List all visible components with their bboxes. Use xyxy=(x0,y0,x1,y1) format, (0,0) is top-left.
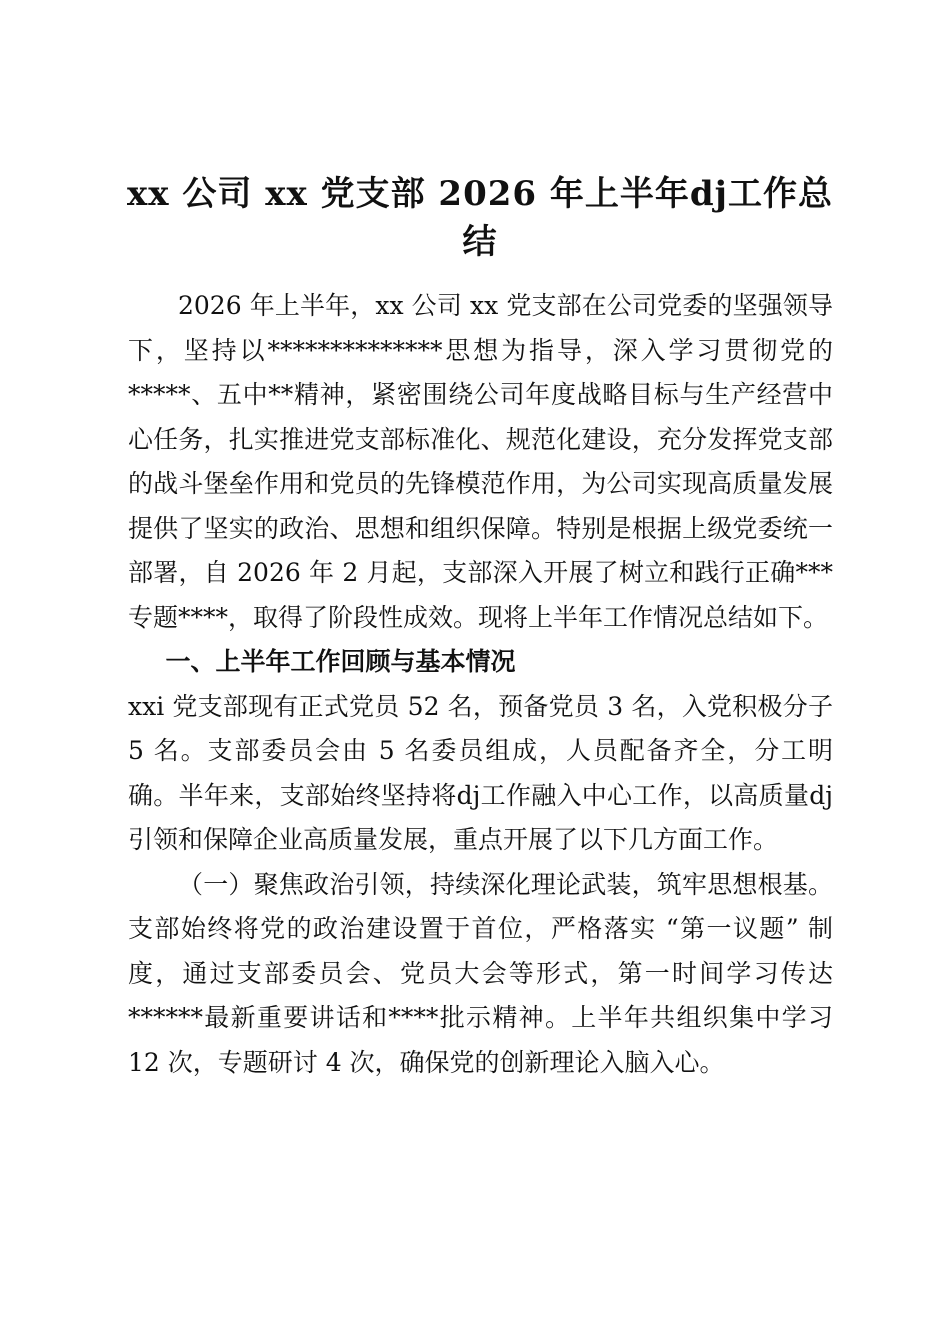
document-body xyxy=(128,284,833,1085)
intro-paragraph: 2026 年上半年，xx 公司 xx 党支部在公司党委的坚强领导下，坚持以**************思想为指导，深入学习贯彻党的*****、五中**精神，紧密围绕公司年度战略目标与生产经营中心任务，扎实推进党支部标准化、规范化建设，充分发挥党支部的战斗堡垒作用和党员的先锋模范作用，为公司实现高质量发展提供了坚实的政治、思想和组织保障。特别是根据上级党委统一部署，自 2026 年 2 月起，支部深入开展了树立和践行正确***专题****，取得了阶段性成效。现将上半年工作情况总结如下。 xyxy=(128,291,833,632)
document-title: xx 公司 xx 党支部 2026 年上半年dj工作总结 xyxy=(127,174,833,262)
subsection-1-paragraph: （一）聚焦政治引领，持续深化理论武装，筑牢思想根基。支部始终将党的政治建设置于首位，严格落实 “第一议题” 制度，通过支部委员会、党员大会等形式，第一时间学习传达******最新重要讲话和****批示精神。上半年共组织集中学习 12 次，专题研讨 4 次，确保党的创新理论入脑入心。 xyxy=(128,869,833,1077)
section-1-paragraph: xxi 党支部现有正式党员 52 名，预备党员 3 名，入党积极分子 5 名。支部委员会由 5 名委员组成，人员配备齐全，分工明确。半年来，支部始终坚持将dj工作融入中心工作，以高质量dj引领和保障企业高质量发展，重点开展了以下几方面工作。 xyxy=(128,691,833,854)
section-heading-1: 一、上半年工作回顾与基本情况 xyxy=(165,647,516,676)
